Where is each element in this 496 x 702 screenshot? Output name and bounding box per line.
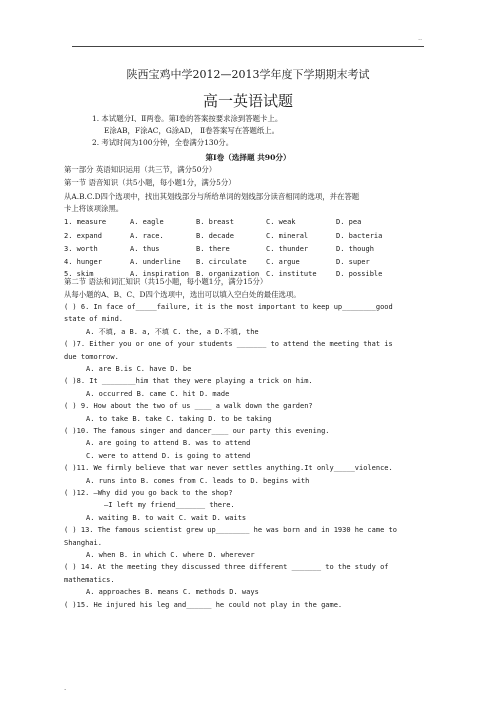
question-options: C. were to attend D. is going to attend bbox=[86, 452, 251, 460]
question-options: A. when B. in which C. where D. wherever bbox=[86, 551, 255, 559]
phonetics-option: C. institute bbox=[266, 270, 317, 278]
note-3: 2. 考试时间为100分钟，全卷满分130分。 bbox=[92, 138, 234, 147]
question-continuation: due tomorrow. bbox=[64, 353, 119, 361]
phonetics-option: B. breast bbox=[196, 218, 234, 226]
phonetics-option: C. argue bbox=[266, 258, 300, 266]
phonetics-option: C. thunder bbox=[266, 245, 309, 253]
question-options: A. to take B. take C. taking D. to be taking bbox=[86, 415, 272, 423]
question-stem: ( )8. It ________him that they were playing a trick on him. bbox=[64, 377, 313, 385]
note-1: 1. 本试题分Ⅰ、Ⅱ两卷。第Ⅰ卷的答案按要求涂到答题卡上。 bbox=[92, 114, 283, 123]
section1-heading: 第一节 语音知识（共5小题，每小题1分，满分5分） bbox=[64, 178, 236, 187]
school-title: 陕西宝鸡中学2012—2013学年度下学期期末考试 bbox=[126, 68, 370, 81]
question-options: A. runs into B. comes from C. leads to D. begins with bbox=[86, 477, 310, 485]
volume-heading: 第Ⅰ卷（选择题 共90分） bbox=[205, 153, 291, 162]
question-stem: ( ) 6. In face of_____failure, it is the most important to keep up________good bbox=[64, 303, 393, 311]
paper-title: 高一英语试题 bbox=[202, 92, 293, 110]
section1-instruction-2: 卡上将该项涂黑。 bbox=[64, 204, 124, 213]
question-continuation: mathematics. bbox=[64, 576, 115, 584]
phonetics-option: A. underline bbox=[130, 258, 181, 266]
phonetics-option: D. though bbox=[336, 245, 374, 253]
question-continuation: state of mind. bbox=[64, 315, 124, 323]
question-stem: ( ) 9. How about the two of us ____ a walk down the garden? bbox=[64, 402, 313, 410]
phonetics-headword: 2. expand bbox=[64, 232, 102, 240]
phonetics-option: D. bacteria bbox=[336, 232, 383, 240]
question-stem: ( )7. Either you or one of your students _______ to attend the meeting that is bbox=[64, 340, 393, 348]
section2-heading: 第二节 语法和词汇知识（共15小题，每小题1分，满分15分） bbox=[64, 277, 268, 286]
question-continuation: Shanghai. bbox=[64, 539, 102, 547]
part1-heading: 第一部分 英语知识运用（共三节，满分50分） bbox=[64, 165, 217, 174]
question-stem: ( ) 14. At the meeting they discussed three different _______ to the study of bbox=[64, 563, 389, 571]
question-stem: ( )15. He injured his leg and______ he could not play in the game. bbox=[64, 601, 343, 609]
question-options: A. approaches B. means C. methods D. ways bbox=[86, 588, 259, 596]
question-options: A. are going to attend B. was to attend bbox=[86, 439, 251, 447]
phonetics-option: B. organization bbox=[196, 270, 260, 278]
phonetics-option: B. decade bbox=[196, 232, 234, 240]
question-stem: ( )11. We firmly believe that war never settles anything.It only_____violence. bbox=[64, 464, 393, 472]
phonetics-headword: 4. hunger bbox=[64, 258, 102, 266]
section2-instruction: 从每小题的A、B、C、D四个选项中，选出可以填入空白处的最佳选项。 bbox=[64, 290, 301, 299]
phonetics-option: C. mineral bbox=[266, 232, 309, 240]
footer-dot: . bbox=[64, 684, 67, 692]
question-options: A. waiting B. to wait C. wait D. waits bbox=[86, 514, 247, 522]
phonetics-headword: 5. skim bbox=[64, 270, 94, 278]
phonetics-option: D. super bbox=[336, 258, 370, 266]
phonetics-option: B. there bbox=[196, 245, 230, 253]
question-options: A. occurred B. came C. hit D. made bbox=[86, 390, 230, 398]
phonetics-option: B. circulate bbox=[196, 258, 247, 266]
header-dots: .. bbox=[418, 35, 422, 42]
note-2: E涂AB，F涂AC，G涂AD， Ⅱ卷答案写在答题纸上。 bbox=[104, 126, 280, 135]
phonetics-option: D. pea bbox=[336, 218, 362, 226]
phonetics-option: D. possible bbox=[336, 270, 383, 278]
question-continuation: —I left my friend_______ there. bbox=[104, 501, 235, 509]
phonetics-option: A. inspiration bbox=[130, 270, 190, 278]
phonetics-option: A. race. bbox=[130, 232, 164, 240]
phonetics-headword: 1. measure bbox=[64, 218, 107, 226]
header-rule bbox=[72, 46, 424, 47]
question-stem: ( ) 13. The famous scientist grew up________ he was born and in 1930 he came to bbox=[64, 526, 397, 534]
question-stem: ( )10. The famous singer and dancer____ our party this evening. bbox=[64, 427, 330, 435]
phonetics-headword: 3. worth bbox=[64, 245, 98, 253]
phonetics-option: A. thus bbox=[130, 245, 160, 253]
phonetics-option: C. weak bbox=[266, 218, 296, 226]
question-options: A. 不填, a B. a, 不填 C. the, a D.不填, the bbox=[86, 328, 259, 336]
question-options: A. are B.is C. have D. be bbox=[86, 365, 192, 373]
section1-instruction-1: 从A.B.C.D四个选项中，找出其划线部分与所给单词的划线部分读音相同的选项，并在答题 bbox=[64, 192, 360, 201]
question-stem: ( )12. —Why did you go back to the shop? bbox=[64, 489, 233, 497]
phonetics-option: A. eagle bbox=[130, 218, 164, 226]
